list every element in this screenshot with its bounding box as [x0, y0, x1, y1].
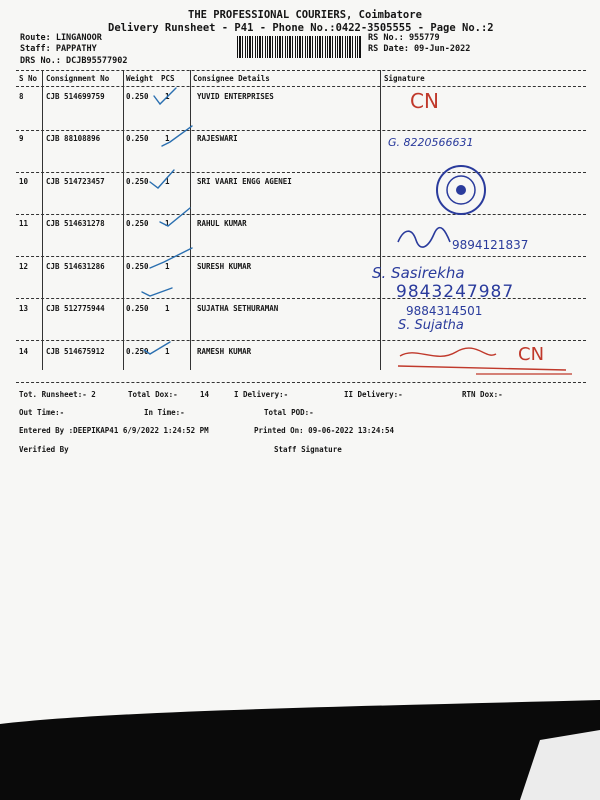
printed-on: Printed On: 09-06-2022 13:24:54: [254, 426, 394, 435]
scan-shadow: [0, 700, 600, 800]
row-weight: 0.250: [126, 347, 149, 356]
table-bottom-border: [16, 382, 586, 383]
runsheet-title: Delivery Runsheet - P41 - Phone No.:0422-3505555 - Page No.:2: [108, 22, 494, 34]
row-sno: 12: [19, 262, 29, 271]
tick-icon: [142, 288, 172, 296]
signature-row-8: CN: [410, 89, 439, 113]
company-title: THE PROFESSIONAL COURIERS, Coimbatore: [188, 9, 422, 21]
rs-date: RS Date: 09-Jun-2022: [368, 44, 471, 54]
table-header-bottom: [16, 86, 586, 87]
i-delivery: I Delivery:-: [234, 390, 289, 399]
tick-icon: [144, 342, 170, 354]
total-dox-label: Total Dox:-: [128, 390, 178, 399]
out-time: Out Time:-: [19, 408, 65, 417]
signature-scribble-icon: [394, 224, 454, 250]
signature-row-13-name: S. Sujatha: [398, 318, 464, 333]
row-pcs: 1: [165, 262, 170, 271]
staff-signature: Staff Signature: [274, 445, 342, 454]
tick-icon: [162, 126, 192, 146]
rs-number: RS No.: 955779: [368, 33, 440, 43]
row-consignee: RAHUL KUMAR: [197, 219, 247, 228]
row-weight: 0.250: [126, 134, 149, 143]
tick-icon: [154, 88, 176, 104]
row-consignee: RAMESH KUMAR: [197, 347, 252, 356]
row-divider: [16, 256, 586, 257]
row-divider: [16, 214, 586, 215]
row-consignment: CJB 514631286: [46, 262, 105, 271]
row-consignment: CJB 514699759: [46, 92, 105, 101]
table-top-border: [16, 70, 586, 71]
row-consignment: CJB 514723457: [46, 177, 105, 186]
col-header-sno: S No: [19, 74, 38, 83]
row-pcs: 1: [165, 92, 170, 101]
row-consignee: RAJESWARI: [197, 134, 238, 143]
row-weight: 0.250: [126, 219, 149, 228]
row-divider: [16, 340, 586, 341]
entered-by: Entered By :DEEPIKAP41 6/9/2022 1:24:52 PM: [19, 426, 209, 435]
row-pcs: 1: [165, 219, 170, 228]
row-pcs: 1: [165, 134, 170, 143]
row-consignee: SURESH KUMAR: [197, 262, 252, 271]
tick-icon: [150, 248, 192, 268]
row-consignment: CJB 514631278: [46, 219, 105, 228]
row-consignment: CJB 512775944: [46, 304, 105, 313]
row-divider: [16, 130, 586, 131]
signature-row-13-phone: 9884314501: [406, 304, 483, 318]
ii-delivery: II Delivery:-: [344, 390, 403, 399]
col-header-consignee: Consignee Details: [193, 74, 270, 83]
tick-marks: [120, 84, 200, 384]
signature-row-11: 9894121837: [452, 238, 529, 252]
tick-icon: [160, 208, 190, 226]
row-pcs: 1: [165, 347, 170, 356]
col-header-signature: Signature: [384, 74, 425, 83]
row-sno: 9: [19, 134, 24, 143]
col-header-consignment: Consignment No: [46, 74, 110, 83]
col-header-pcs: PCS: [161, 74, 175, 83]
signature-row-14-scribble-icon: [396, 344, 576, 380]
tot-runsheet: Tot. Runsheet:- 2: [19, 390, 96, 399]
row-pcs: 1: [165, 177, 170, 186]
row-weight: 0.250: [126, 262, 149, 271]
signature-row-14: CN: [518, 344, 545, 365]
col-divider: [380, 70, 381, 370]
signature-row-12-phone: 9843247987: [396, 282, 515, 302]
row-consignee: SUJATHA SETHURAMAN: [197, 304, 279, 313]
total-pod: Total POD:-: [264, 408, 314, 417]
row-consignment: CJB 88108896: [46, 134, 101, 143]
staff-label: Staff: PAPPATHY: [20, 44, 97, 54]
total-dox-value: 14: [200, 390, 210, 399]
drs-number: DRS No.: DCJB95577902: [20, 56, 128, 66]
tick-icon: [150, 170, 174, 188]
row-consignee: YUVID ENTERPRISES: [197, 92, 274, 101]
row-sno: 14: [19, 347, 29, 356]
signature-row-9: G. 8220566631: [388, 136, 474, 149]
route-label: Route: LINGANOOR: [20, 33, 102, 43]
row-pcs: 1: [165, 304, 170, 313]
rtn-dox: RTN Dox:-: [462, 390, 503, 399]
stamp-icon: [425, 160, 495, 220]
row-sno: 13: [19, 304, 29, 313]
col-header-weight: Weight: [126, 74, 154, 83]
row-divider: [16, 172, 586, 173]
row-weight: 0.250: [126, 304, 149, 313]
row-sno: 10: [19, 177, 29, 186]
row-consignee: SRI VAARI ENGG AGENEI: [197, 177, 292, 186]
in-time: In Time:-: [144, 408, 185, 417]
signature-row-12-name: S. Sasirekha: [372, 264, 465, 282]
row-consignment: CJB 514675912: [46, 347, 105, 356]
verified-by: Verified By: [19, 445, 69, 454]
col-divider: [42, 70, 43, 370]
row-weight: 0.250: [126, 177, 149, 186]
barcode: [237, 36, 362, 58]
row-sno: 8: [19, 92, 24, 101]
row-sno: 11: [19, 219, 29, 228]
row-weight: 0.250: [126, 92, 149, 101]
